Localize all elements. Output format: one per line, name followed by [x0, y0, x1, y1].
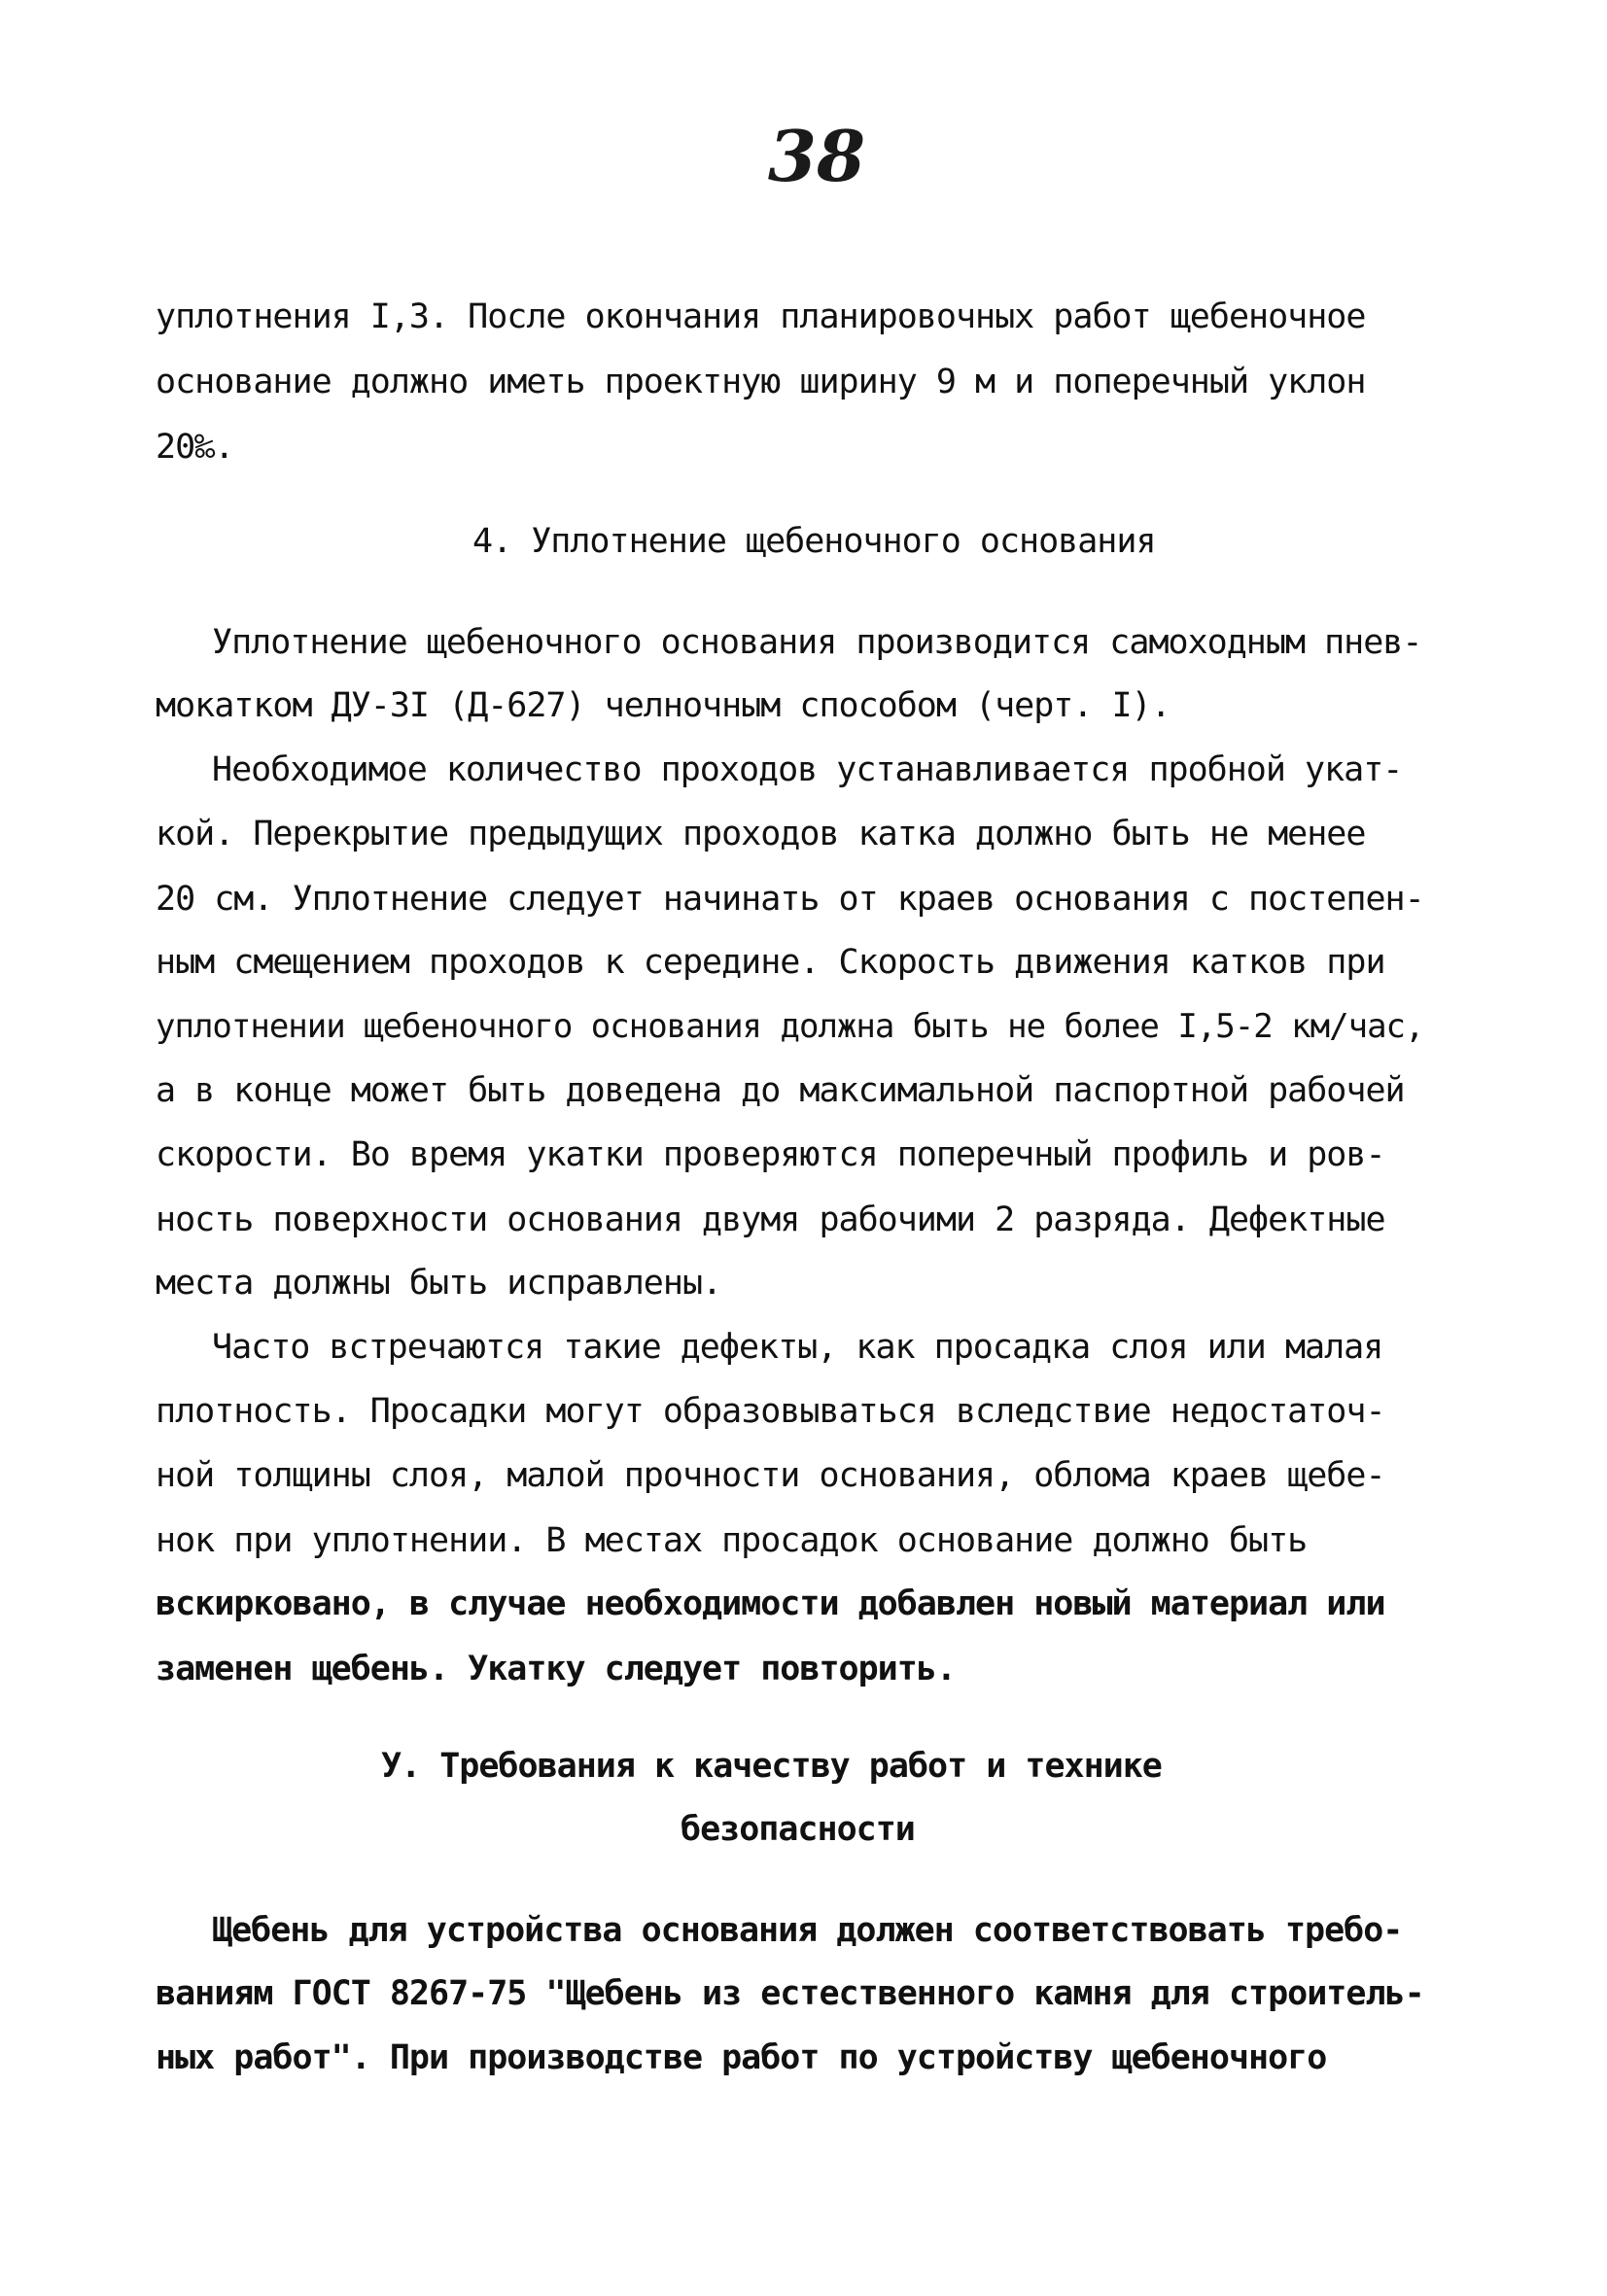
text-line: ваниям ГОСТ 8267-75 "Щебень из естественного камня для строитель- [156, 1974, 1424, 2013]
text-line: ность поверхности основания двумя рабочими 2 разряда. Дефектные [156, 1200, 1385, 1239]
text-line: мокатком ДУ-3I (Д-627) челночным способом (черт. I). [156, 686, 1170, 725]
text-line: а в конце может быть доведена до максимальной паспортной рабочей [156, 1071, 1405, 1110]
text-line: заменен щебень. Укатку следует повторить. [156, 1650, 956, 1688]
section-heading: 4. Уплотнение щебеночного основания [472, 522, 1156, 561]
text-line: Щебень для устройства основания должен соответствовать требо- [212, 1911, 1403, 1950]
text-line: уплотнения I,3. После окончания планировочных работ щебеночное [156, 297, 1366, 336]
section-heading: безопасности [681, 1810, 915, 1849]
text-line: 20 см. Уплотнение следует начинать от краев основания с постепен- [156, 880, 1424, 919]
text-line: Часто встречаются такие дефекты, как просадка слоя или малая [212, 1328, 1383, 1367]
text-line: вскирковано, в случае необходимости добавлен новый материал или [156, 1584, 1385, 1623]
text-line: уплотнении щебеночного основания должна быть не более I,5-2 км/час, [156, 1007, 1424, 1046]
text-line: ной толщины слоя, малой прочности основания, облома краев щебе- [156, 1456, 1385, 1495]
page-number: 38 [767, 115, 866, 197]
text-line: Уплотнение щебеночного основания производится самоходным пнев- [212, 623, 1422, 662]
text-line: кой. Перекрытие предыдущих проходов катка должно быть не менее [156, 815, 1366, 853]
text-line: скорости. Во время укатки проверяются поперечный профиль и ров- [156, 1135, 1385, 1174]
text-line: ных работ". При производстве работ по устройству щебеночного [156, 2038, 1327, 2077]
text-line: Необходимое количество проходов устанавливается пробной укат- [212, 750, 1403, 789]
text-line: 20‰. [156, 428, 234, 467]
text-line: ным смещением проходов к середине. Скорость движения катков при [156, 943, 1385, 982]
section-heading: У. Требования к качеству работ и технике [381, 1747, 1162, 1786]
text-line: нок при уплотнении. В местах просадок основание должно быть [156, 1521, 1308, 1560]
text-line: плотность. Просадки могут образовываться вследствие недостаточ- [156, 1392, 1385, 1431]
text-line: основание должно иметь проектную ширину 9 м и поперечный уклон [156, 363, 1366, 401]
text-line: места должны быть исправлены. [156, 1264, 722, 1303]
